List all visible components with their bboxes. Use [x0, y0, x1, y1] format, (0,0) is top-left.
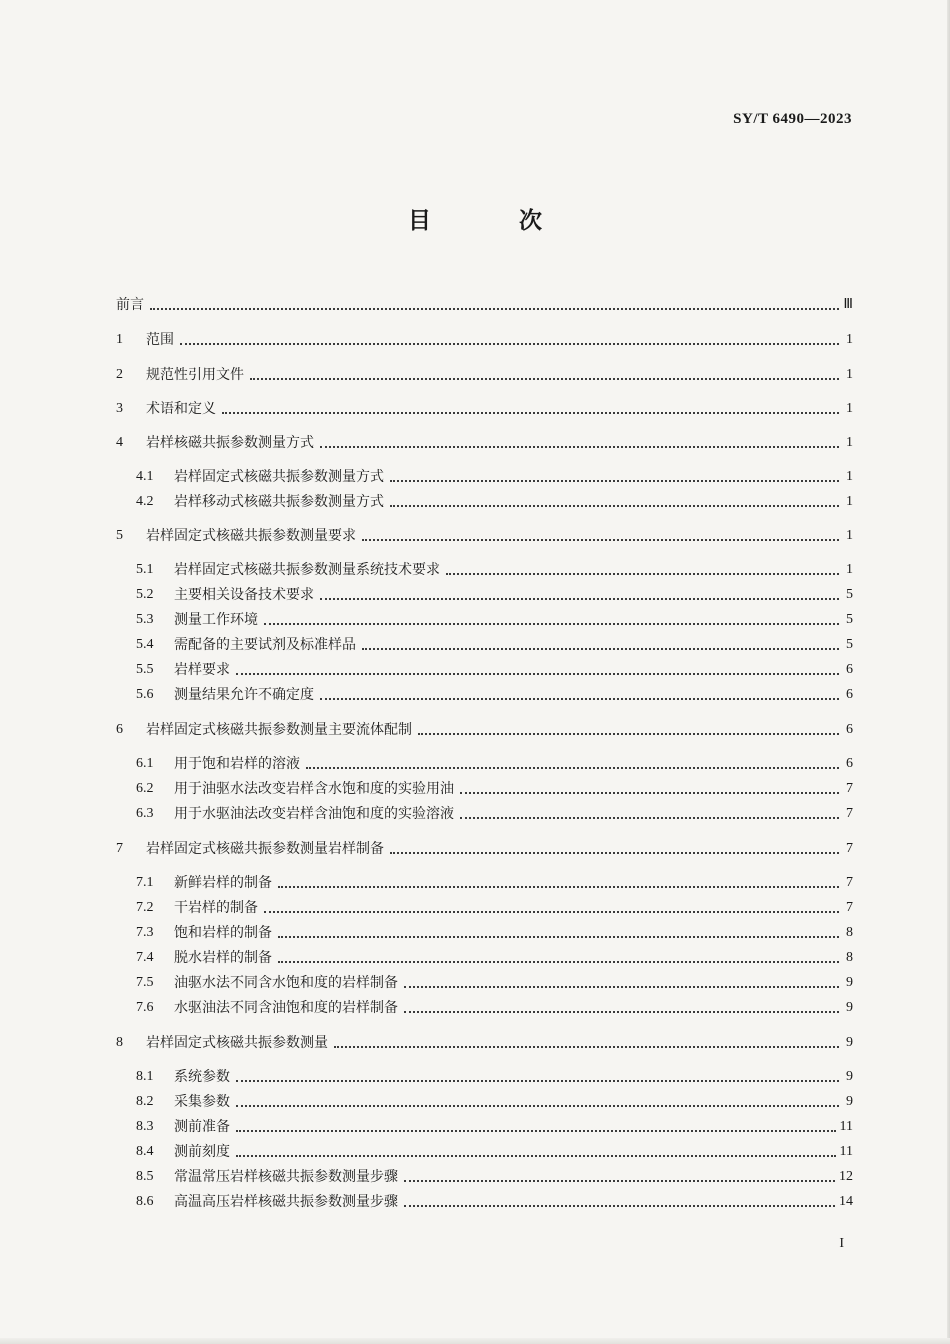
toc-entry-number: 4 — [116, 435, 123, 450]
toc-entry-page: 9 — [846, 1000, 853, 1015]
toc-entry-number: 5.1 — [136, 562, 154, 577]
toc-entry-number: 8.5 — [136, 1169, 154, 1184]
toc-entry-number: 2 — [116, 367, 123, 382]
toc-entry-page: 12 — [839, 1169, 853, 1184]
standard-code: SY/T 6490—2023 — [733, 111, 852, 127]
toc-entry-title: 水驱油法不同含油饱和度的岩样制备 — [174, 1000, 398, 1016]
toc-entry-title: 范围 — [146, 332, 174, 348]
toc-entry-number: 6.3 — [136, 806, 154, 821]
toc-entry-page: Ⅲ — [843, 297, 853, 312]
toc-entry-number: 5.6 — [136, 687, 154, 702]
toc-entry-title: 用于油驱水法改变岩样含水饱和度的实验用油 — [174, 781, 454, 797]
toc-entry-page: 7 — [846, 806, 853, 821]
toc-entry[interactable] — [136, 1089, 853, 1111]
toc-entry-title: 用于饱和岩样的溶液 — [174, 756, 300, 772]
toc-entry[interactable] — [136, 632, 853, 654]
toc-dot-leader — [278, 943, 839, 963]
toc-entry-title: 岩样固定式核磁共振参数测量系统技术要求 — [174, 562, 440, 578]
toc-entry[interactable] — [116, 396, 853, 418]
toc-entry[interactable] — [136, 801, 853, 823]
toc-entry-page: 11 — [839, 1119, 853, 1134]
toc-dot-leader — [222, 394, 839, 414]
toc-entry-page: 11 — [839, 1144, 853, 1159]
toc-entry-title: 测量结果允许不确定度 — [174, 687, 314, 703]
toc-entry-page: 7 — [846, 875, 853, 890]
toc-entry[interactable] — [136, 682, 853, 704]
toc-entry-page: 1 — [846, 562, 853, 577]
toc-entry-page: 7 — [846, 841, 853, 856]
toc-entry[interactable] — [136, 945, 853, 967]
toc-entry-number: 6.2 — [136, 781, 154, 796]
toc-entry-title: 术语和定义 — [146, 401, 216, 417]
toc-entry-number: 8.1 — [136, 1069, 154, 1084]
toc-dot-leader — [320, 680, 839, 700]
toc-entry-title: 岩样固定式核磁共振参数测量方式 — [174, 469, 384, 485]
toc-entry-number: 4.2 — [136, 494, 154, 509]
toc-entry[interactable] — [116, 362, 853, 384]
toc-entry-number: 7.5 — [136, 975, 154, 990]
toc-entry-number: 7.3 — [136, 925, 154, 940]
toc-entry-title: 饱和岩样的制备 — [174, 925, 272, 941]
toc-entry[interactable] — [136, 582, 853, 604]
toc-dot-leader — [236, 1087, 839, 1107]
toc-dot-leader — [250, 360, 839, 380]
toc-entry-page: 9 — [846, 1035, 853, 1050]
toc-entry-title: 采集参数 — [174, 1094, 230, 1110]
toc-entry[interactable] — [136, 489, 853, 511]
toc-entry-title: 脱水岩样的制备 — [174, 950, 272, 966]
toc-entry[interactable] — [136, 870, 853, 892]
toc-dot-leader — [236, 655, 839, 675]
toc-entry-page: 1 — [846, 332, 853, 347]
toc-entry[interactable] — [136, 1139, 853, 1161]
toc-dot-leader — [320, 428, 839, 448]
toc-entry-number: 7.4 — [136, 950, 154, 965]
toc-entry-page: 8 — [846, 925, 853, 940]
toc-dot-leader — [404, 1162, 835, 1182]
toc-entry-title: 测前刻度 — [174, 1144, 230, 1160]
toc-entry[interactable] — [116, 430, 853, 452]
page-edge-bottom — [0, 1338, 950, 1344]
toc-entry-number: 3 — [116, 401, 123, 416]
toc-dot-leader — [418, 715, 839, 735]
toc-dot-leader — [334, 1028, 839, 1048]
toc-entry-page: 6 — [846, 687, 853, 702]
toc-entry-title: 新鲜岩样的制备 — [174, 875, 272, 891]
toc-dot-leader — [236, 1137, 836, 1157]
toc-entry-number: 5.2 — [136, 587, 154, 602]
toc-entry-page: 6 — [846, 662, 853, 677]
toc-entry-page: 6 — [846, 722, 853, 737]
toc-dot-leader — [404, 1187, 835, 1207]
toc-entry-title: 油驱水法不同含水饱和度的岩样制备 — [174, 975, 398, 991]
toc-entry[interactable] — [136, 1189, 853, 1211]
toc-entry-page: 1 — [846, 469, 853, 484]
toc-entry-title: 需配备的主要试剂及标准样品 — [174, 637, 356, 653]
toc-entry[interactable] — [116, 836, 853, 858]
toc-dot-leader — [460, 799, 839, 819]
toc-entry[interactable] — [116, 717, 853, 739]
toc-entry-page: 14 — [839, 1194, 853, 1209]
toc-entry-page: 5 — [846, 637, 853, 652]
toc-dot-leader — [278, 868, 839, 888]
toc-entry-number: 5.3 — [136, 612, 154, 627]
toc-entry-page: 8 — [846, 950, 853, 965]
toc-entry-title: 岩样要求 — [174, 662, 230, 678]
toc-dot-leader — [404, 993, 839, 1013]
toc-entry-number: 5 — [116, 528, 123, 543]
toc-dot-leader — [236, 1062, 839, 1082]
toc-dot-leader — [362, 630, 839, 650]
toc-entry-number: 8.6 — [136, 1194, 154, 1209]
toc-entry[interactable] — [136, 970, 853, 992]
toc-entry-title: 测前准备 — [174, 1119, 230, 1135]
toc-entry-title: 系统参数 — [174, 1069, 230, 1085]
toc-dot-leader — [150, 290, 839, 310]
toc-entry-title: 测量工作环境 — [174, 612, 258, 628]
toc-entry-number: 7.2 — [136, 900, 154, 915]
toc-entry[interactable] — [116, 1030, 853, 1052]
toc-entry-number: 8 — [116, 1035, 123, 1050]
toc-entry-page: 5 — [846, 587, 853, 602]
toc-entry-page: 9 — [846, 1094, 853, 1109]
toc-entry[interactable] — [136, 895, 853, 917]
toc-dot-leader — [236, 1112, 836, 1132]
toc-entry-number: 5.5 — [136, 662, 154, 677]
toc-entry[interactable] — [136, 657, 853, 679]
toc-dot-leader — [446, 555, 839, 575]
toc-entry-number: 8.3 — [136, 1119, 154, 1134]
toc-dot-leader — [306, 749, 839, 769]
toc-entry-title: 岩样固定式核磁共振参数测量岩样制备 — [146, 841, 384, 857]
toc-entry-number: 8.2 — [136, 1094, 154, 1109]
toc-entry-number: 6.1 — [136, 756, 154, 771]
toc-entry-page: 9 — [846, 1069, 853, 1084]
toc-entry-number: 8.4 — [136, 1144, 154, 1159]
page-folio: I — [839, 1236, 844, 1251]
toc-dot-leader — [390, 487, 839, 507]
toc-entry-title: 前言 — [116, 297, 144, 313]
toc-entry[interactable] — [136, 995, 853, 1017]
toc-entry-number: 7.6 — [136, 1000, 154, 1015]
toc-entry-page: 9 — [846, 975, 853, 990]
toc-entry[interactable] — [136, 557, 853, 579]
toc-entry-page: 5 — [846, 612, 853, 627]
toc-entry-number: 7.1 — [136, 875, 154, 890]
toc-entry-page: 1 — [846, 528, 853, 543]
toc-entry-number: 6 — [116, 722, 123, 737]
toc-entry-page: 1 — [846, 435, 853, 450]
toc-entry[interactable] — [136, 751, 853, 773]
toc-entry-number: 4.1 — [136, 469, 154, 484]
toc-dot-leader — [460, 774, 839, 794]
toc-entry[interactable] — [136, 1064, 853, 1086]
toc-entry[interactable] — [116, 292, 853, 314]
toc-entry[interactable] — [136, 920, 853, 942]
toc-dot-leader — [362, 521, 839, 541]
toc-entry-title: 岩样核磁共振参数测量方式 — [146, 435, 314, 451]
toc-entry-title: 岩样移动式核磁共振参数测量方式 — [174, 494, 384, 510]
toc-entry-number: 5.4 — [136, 637, 154, 652]
toc-dot-leader — [404, 968, 839, 988]
toc-entry-title: 干岩样的制备 — [174, 900, 258, 916]
toc-entry[interactable] — [136, 776, 853, 798]
toc-entry-title: 岩样固定式核磁共振参数测量主要流体配制 — [146, 722, 412, 738]
toc-entry-number: 1 — [116, 332, 123, 347]
toc-entry[interactable] — [136, 464, 853, 486]
toc-dot-leader — [390, 462, 839, 482]
toc-entry[interactable] — [136, 1164, 853, 1186]
toc-entry-page: 1 — [846, 494, 853, 509]
toc-entry-title: 规范性引用文件 — [146, 367, 244, 383]
toc-entry-title: 主要相关设备技术要求 — [174, 587, 314, 603]
toc-entry[interactable] — [136, 607, 853, 629]
toc-entry-title: 常温常压岩样核磁共振参数测量步骤 — [174, 1169, 398, 1185]
toc-entry-page: 1 — [846, 401, 853, 416]
toc-entry-title: 用于水驱油法改变岩样含油饱和度的实验溶液 — [174, 806, 454, 822]
toc-entry-page: 7 — [846, 900, 853, 915]
toc-entry[interactable] — [116, 523, 853, 545]
toc-entry[interactable] — [116, 327, 853, 349]
toc-title: 目 次 — [407, 208, 582, 234]
toc-entry-page: 6 — [846, 756, 853, 771]
toc-dot-leader — [264, 893, 839, 913]
toc-entry-title: 高温高压岩样核磁共振参数测量步骤 — [174, 1194, 398, 1210]
toc-entry-page: 7 — [846, 781, 853, 796]
toc-entry-title: 岩样固定式核磁共振参数测量要求 — [146, 528, 356, 544]
toc-dot-leader — [320, 580, 839, 600]
toc-dot-leader — [390, 834, 839, 854]
toc-dot-leader — [264, 605, 839, 625]
toc-entry-title: 岩样固定式核磁共振参数测量 — [146, 1035, 328, 1051]
toc-entry-page: 1 — [846, 367, 853, 382]
toc-dot-leader — [278, 918, 839, 938]
toc-entry[interactable] — [136, 1114, 853, 1136]
toc-dot-leader — [180, 325, 839, 345]
toc-entry-number: 7 — [116, 841, 123, 856]
